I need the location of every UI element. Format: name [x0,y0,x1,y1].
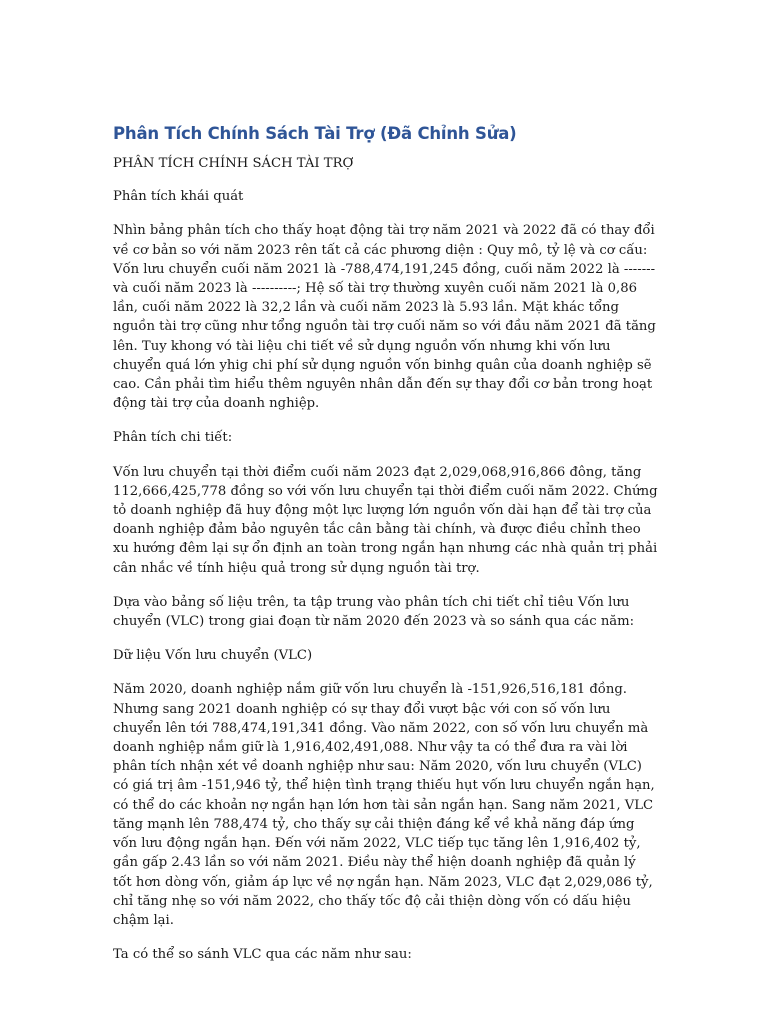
document-subtitle: PHÂN TÍCH CHÍNH SÁCH TÀI TRỢ [113,156,354,171]
document-page [113,122,658,964]
paragraph-focus: Dựa vào bảng số liệu trên, ta tập trung vào phân tích chi tiết chỉ tiêu Vốn lưu chuyển (VLC) trong giai đoạn từ năm 2020 đến 2023 và so sánh qua các năm: [113,594,635,630]
heading-data: Dữ liệu Vốn lưu chuyển (VLC) [113,648,313,664]
paragraph-compare: Ta có thể so sánh VLC qua các năm như sau: [113,947,412,963]
heading-overview: Phân tích khái quát [113,189,244,205]
paragraph-detail: Vốn lưu chuyển tại thời điểm cuối năm 2023 đạt 2,029,068,916,866 đông, tăng 112,666,425,778 đồng so với vốn lưu chuyển tại thời điểm cuối năm 2022. Chứng tỏ doanh nghiệp đã huy động một lực lượng lớn nguồn vốn dài hạn để tài trợ của doanh nghiệp đảm bảo nguyên tắc cân bằng tài chính, và được điều chỉnh theo xu hướng đêm lại sự ổn định an toàn trong ngắn hạn nhưng các nhà quản trị phải cân nhắc về tính hiệu quả trong sử dụng nguồn tài trợ. [113,464,658,576]
paragraph-data: Năm 2020, doanh nghiệp nắm giữ vốn lưu chuyển là -151,926,516,181 đồng. Nhưng sang 2021 doanh nghiệp có sự thay đổi vượt bậc với con số vốn lưu chuyển lên tới 788,474,191,341 đồng. Vào năm 2022, con số vốn lưu chuyển mà doanh nghiệp nắm giữ là 1,916,402,491,088. Như vậy ta có thể đưa ra vài lời phân tích nhận xét về doanh nghiệp như sau: Năm 2020, vốn lưu chuyển (VLC) có giá trị âm -151,946 tỷ, thể hiện tình trạng thiếu hụt vốn lưu chuyển ngắn hạn, có thể do các khoản nợ ngắn hạn lớn hơn tài sản ngắn hạn. Sang năm 2021, VLC tăng mạnh lên 788,474 tỷ, cho thấy sự cải thiện đáng kể về khả năng đáp ứng vốn lưu động ngắn hạn. Đến với năm 2022, VLC tiếp tục tăng lên 1,916,402 tỷ, gần gấp 2.43 lần so với năm 2021. Điều này thể hiện doanh nghiệp đã quản lý tốt hơn dòng vốn, giảm áp lực về nợ ngắn hạn. Năm 2023, VLC đạt 2,029,086 tỷ, chỉ tăng nhẹ so với năm 2022, cho thấy tốc độ cải thiện dòng vốn có dấu hiệu chậm lại. [113,682,655,928]
paragraph-overview: Nhìn bảng phân tích cho thấy hoạt động tài trợ năm 2021 và 2022 đã có thay đổi về cơ bản so với năm 2023 rên tất cả các phương diện : Quy mô, tỷ lệ và cơ cấu: Vốn lưu chuyển cuối năm 2021 là -788,474,191,245 đồng, cuối năm 2022 là ------- và cuối năm 2023 là ----------; Hệ số tài trợ thường xuyên cuối năm 2021 là 0,86 lần, cuối năm 2022 là 32,2 lần và cuối năm 2023 là 5.93 lần. Mặt khác tổng nguồn tài trợ cũng như tổng nguồn tài trợ cuối năm so với đầu năm 2021 đã tăng lên. Tuy khong vó tài liệu chi tiết về sử dụng nguồn vốn nhưng khi vốn lưu chuyển quá lớn yhig chi phí sử dụng nguồn vốn binhg quân của doanh nghiệp sẽ cao. Cần phải tìm hiểu thêm nguyên nhân dẫn đến sự thay đổi cơ bản trong hoạt động tài trợ của doanh nghiệp. [113,223,656,412]
document-title: Phân Tích Chính Sách Tài Trợ (Đã Chỉnh Sửa) [113,124,517,143]
heading-detail: Phân tích chi tiết: [113,430,233,446]
